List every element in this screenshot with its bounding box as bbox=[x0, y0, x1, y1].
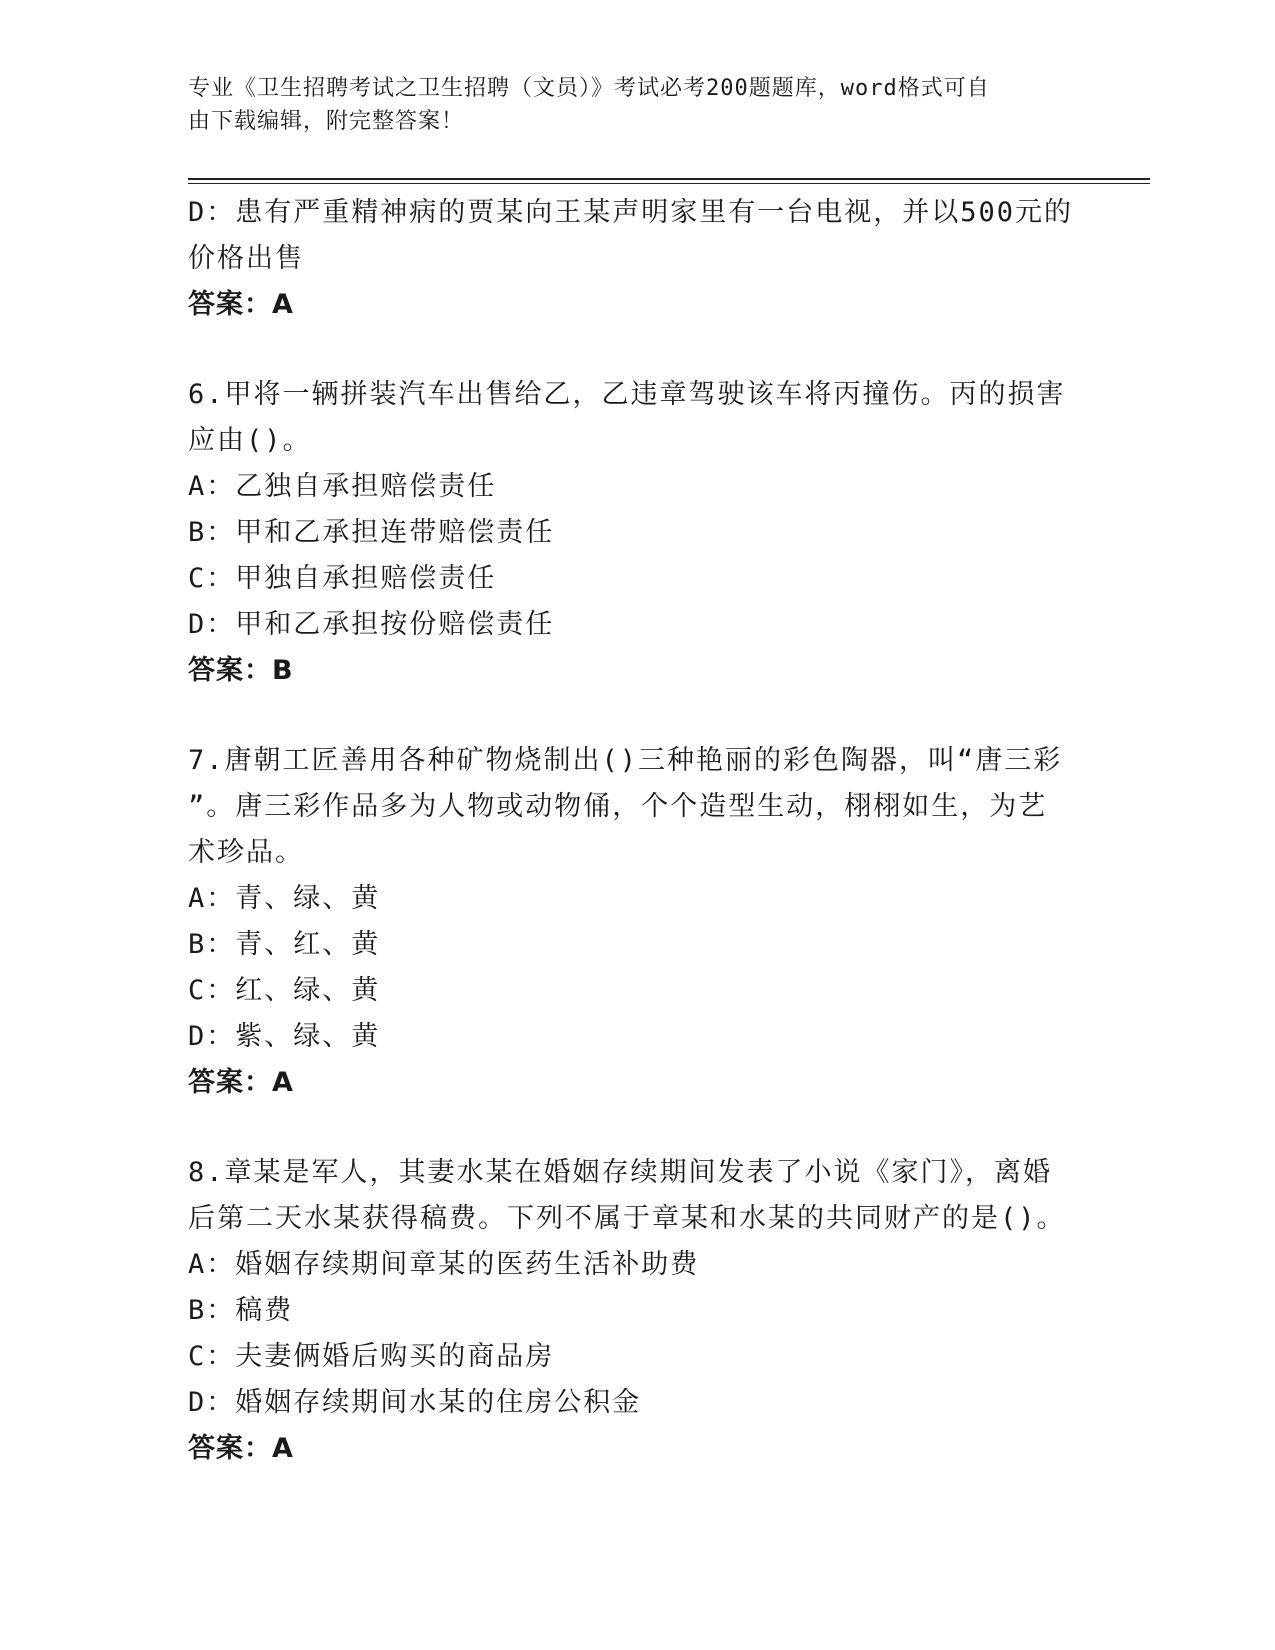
question-6 bbox=[188, 372, 1088, 694]
question-6-stem-line-2: 应由()。 bbox=[188, 425, 312, 456]
question-8-stem-line-2: 后第二天水某获得稿费。下列不属于章某和水某的共同财产的是()。 bbox=[188, 1203, 1066, 1234]
question-7-option-b: B：青、红、黄 bbox=[188, 929, 381, 960]
question-6-option-b: B：甲和乙承担连带赔偿责任 bbox=[188, 517, 555, 548]
prev-answer: 答案：A bbox=[188, 289, 294, 320]
question-6-answer: 答案：B bbox=[188, 655, 294, 686]
question-6-option-a: A：乙独自承担赔偿责任 bbox=[188, 471, 497, 502]
question-8-option-c: C：夫妻俩婚后购买的商品房 bbox=[188, 1341, 555, 1372]
prev-option-d-line-2: 价格出售 bbox=[188, 243, 304, 274]
question-7-stem-line-3: 术珍品。 bbox=[188, 837, 304, 868]
question-6-option-c: C：甲独自承担赔偿责任 bbox=[188, 563, 497, 594]
question-8 bbox=[188, 1150, 1088, 1472]
question-7 bbox=[188, 738, 1088, 1106]
question-7-option-c: C：红、绿、黄 bbox=[188, 975, 381, 1006]
question-7-stem-line-1: 7.唐朝工匠善用各种矿物烧制出()三种艳丽的彩色陶器，叫“唐三彩 bbox=[188, 745, 1063, 776]
question-7-option-a: A：青、绿、黄 bbox=[188, 883, 381, 914]
question-6-stem-line-1: 6.甲将一辆拼装汽车出售给乙，乙违章驾驶该车将丙撞伤。丙的损害 bbox=[188, 379, 1066, 410]
previous-question-tail bbox=[188, 190, 1088, 328]
document-header bbox=[188, 72, 1068, 138]
question-8-answer: 答案：A bbox=[188, 1433, 294, 1464]
divider-thick-line bbox=[188, 178, 1150, 180]
header-line-2: 由下载编辑，附完整答案！ bbox=[188, 109, 465, 134]
divider-thin-line bbox=[188, 183, 1150, 184]
question-8-option-b: B：稿费 bbox=[188, 1295, 294, 1326]
header-divider bbox=[188, 178, 1150, 184]
question-7-option-d: D：紫、绿、黄 bbox=[188, 1021, 381, 1052]
prev-option-d-line-1: D：患有严重精神病的贾某向王某声明家里有一台电视，并以500元的 bbox=[188, 197, 1074, 228]
header-line-1: 专业《卫生招聘考试之卫生招聘（文员）》考试必考200题题库，word格式可自 bbox=[188, 76, 990, 101]
question-content bbox=[188, 190, 1088, 1472]
question-6-option-d: D：甲和乙承担按份赔偿责任 bbox=[188, 609, 555, 640]
question-8-option-d: D：婚姻存续期间水某的住房公积金 bbox=[188, 1387, 642, 1418]
question-8-option-a: A：婚姻存续期间章某的医药生活补助费 bbox=[188, 1249, 700, 1280]
question-8-stem-line-1: 8.章某是军人，其妻水某在婚姻存续期间发表了小说《家门》，离婚 bbox=[188, 1157, 1053, 1188]
question-7-stem-line-2: ”。唐三彩作品多为人物或动物俑，个个造型生动，栩栩如生，为艺 bbox=[188, 791, 1048, 822]
question-7-answer: 答案：A bbox=[188, 1067, 294, 1098]
